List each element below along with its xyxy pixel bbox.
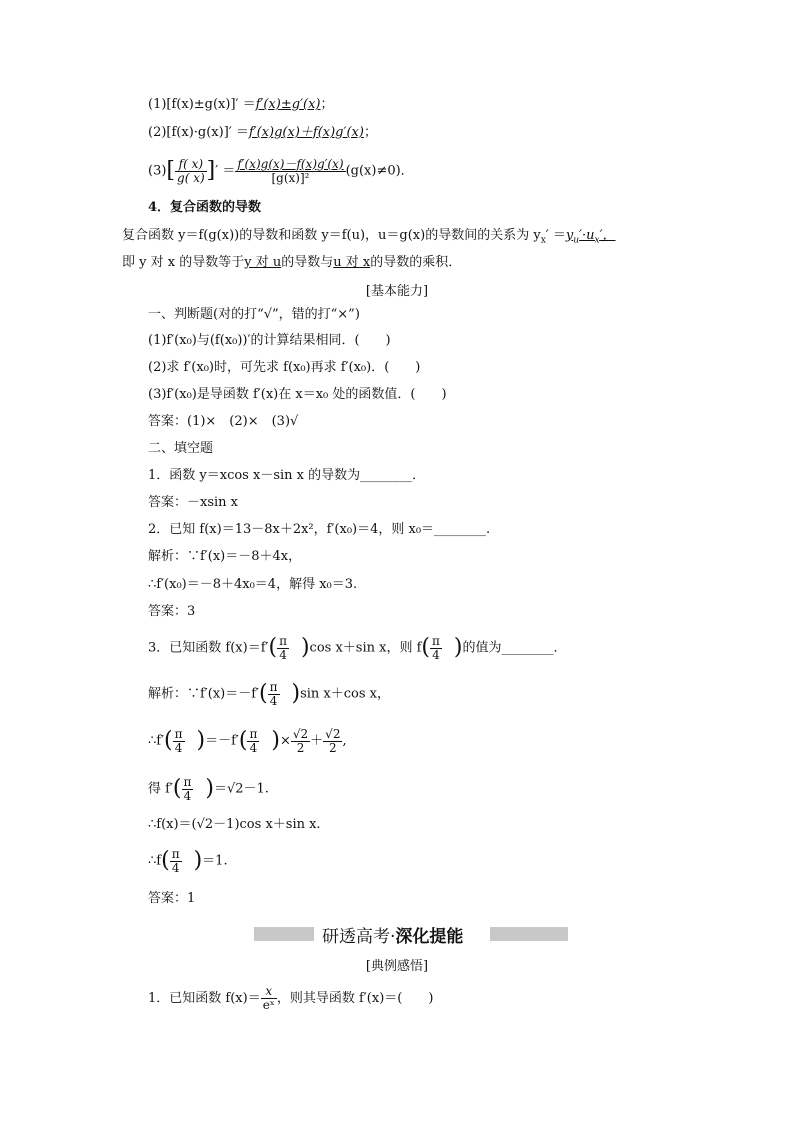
s3a-close: )	[291, 681, 301, 706]
s3e-four: 4	[171, 860, 180, 875]
section4-line2	[122, 254, 461, 272]
line2-underline1: y 对 u	[244, 255, 282, 270]
section4-line1	[122, 227, 616, 250]
paren-close2: )	[453, 635, 463, 660]
s3b-close2: )	[271, 728, 280, 753]
rule-product	[148, 124, 377, 142]
rule-quotient	[148, 154, 414, 189]
fill-a2: 答案：3	[148, 604, 196, 619]
q3-b: cos x＋sin x，则 f	[309, 640, 422, 656]
rule-product-right: f′(x)g(x)＋f(x)g′(x)	[248, 125, 364, 140]
quotient-numerator: f( x)	[175, 158, 207, 172]
s3b-sqrt-frac2	[323, 728, 342, 755]
fill-q3	[148, 633, 567, 664]
example-q1-a: 1．已知函数 f(x)＝	[148, 991, 261, 1006]
s3b-plus: ＋	[310, 733, 324, 749]
s3c-pre: 得 f′	[148, 781, 173, 797]
s3e-pre: ∴f	[148, 853, 162, 869]
s3e-open: (	[161, 848, 170, 873]
left-bracket: [	[166, 158, 176, 183]
rule-sum-end: ；	[320, 97, 334, 112]
s3b-pi2: π	[249, 726, 258, 741]
banner-title	[322, 922, 463, 947]
example-q1	[148, 983, 433, 1015]
q3-c: 的值为________．	[462, 640, 567, 656]
s3b-open: (	[164, 728, 173, 753]
section4-title: 4．复合函数的导数	[148, 200, 262, 215]
line2-b: 的导数与	[281, 255, 334, 270]
s3c-four: 4	[183, 788, 192, 803]
fill-a3: 答案：1	[148, 891, 196, 906]
pi-num: π	[279, 633, 287, 648]
example-q1-b: ，则其导函数 f′(x)＝( )	[276, 991, 434, 1006]
rule-product-left: (2)[f(x)·g(x)]′ ＝	[148, 125, 249, 140]
paren-close: )	[300, 635, 310, 660]
s3e-frac	[170, 848, 182, 875]
fill-s3d: ∴f(x)＝(√2－1)cos x＋sin x.	[148, 817, 321, 832]
s3a-open: (	[259, 681, 268, 706]
judge-q2: (2)求 f′(x₀)时，可先求 f(x₀)再求 f′(x₀)．( )	[148, 360, 421, 375]
s3b-four1: 4	[174, 740, 183, 755]
fill-s3e	[148, 846, 228, 877]
rule-quotient-end: (g(x)≠0)．	[345, 163, 414, 179]
rule-sum-left: (1)[f(x)±g(x)]′ ＝	[148, 97, 256, 112]
s3a-pre: 解析：∵f′(x)＝－f′	[148, 686, 260, 702]
rule-sum-right: f′(x)±g′(x)	[255, 97, 321, 112]
quotient-denominator: g( x)	[177, 170, 205, 185]
composite-derivative	[565, 228, 616, 246]
basic-title: [基本能力]	[365, 284, 429, 299]
s3b-pi1: π	[174, 726, 183, 741]
example-q1-num: x	[261, 985, 277, 999]
line2-a: 即 y 对 x 的导数等于	[122, 255, 245, 270]
line2-c: 的导数的乘积．	[370, 255, 462, 270]
pi-den2: 4	[432, 647, 440, 662]
s3c-open: (	[172, 776, 182, 801]
rule-quotient-prefix: (3)	[148, 163, 167, 179]
section4-line1-prime: ′ ＝	[545, 228, 566, 243]
judge-title: 一、判断题(对的打“√”，错的打“×”)	[148, 307, 360, 322]
example-q1-frac	[261, 985, 277, 1012]
quotient-fraction	[175, 158, 207, 185]
s3a-frac	[268, 681, 280, 708]
s3b-sqrt1: √2	[292, 726, 309, 741]
fill-title: 二、填空题	[148, 441, 214, 456]
s3a-pi: π	[269, 679, 278, 694]
composite-y: y	[565, 228, 574, 243]
s3b-sqrt2: √2	[325, 726, 341, 741]
s3c-close: )	[205, 776, 214, 801]
s3b-pre: ∴f′	[148, 733, 165, 749]
sub-x2: x	[594, 235, 600, 246]
fill-a1: 答案：－xsin x	[148, 495, 238, 510]
banner-right: 深化提能	[395, 927, 464, 947]
rule-quotient-prime: ′ ＝	[215, 163, 236, 179]
q3-a: 3．已知函数 f(x)＝f′	[148, 640, 269, 656]
fill-s3c	[148, 774, 269, 805]
s3b-two1: 2	[296, 740, 305, 755]
s3b-end: ,	[342, 733, 347, 749]
judge-q1: (1)f′(x₀)与(f(x₀))′的计算结果相同．( )	[148, 333, 391, 348]
composite-mid: ′·u	[579, 228, 595, 243]
paren-open2: (	[421, 635, 430, 660]
banner-bar-left	[254, 927, 314, 941]
fill-q1: 1．函数 y＝xcos x－sin x 的导数为________．	[148, 468, 426, 483]
line2-underline2: u 对 x	[333, 255, 371, 270]
rule-product-end: ；	[363, 125, 377, 140]
s3c-post: ＝√2－1.	[213, 781, 269, 797]
judge-answer: 答案：(1)× (2)× (3)√	[148, 414, 299, 429]
s3b-times: ×	[279, 733, 291, 749]
fill-s3b	[148, 724, 347, 759]
paren-open: (	[268, 635, 278, 660]
pi-over-4	[277, 635, 289, 662]
section4-line1-text: 复合函数 y＝f(g(x))的导数和函数 y＝f(u)，u＝g(x)的导数间的关系为 y	[122, 228, 541, 243]
rule-sum	[148, 96, 334, 114]
quotient-result-fraction	[235, 158, 345, 185]
example-title: [典例感悟]	[365, 959, 429, 974]
quotient-result-numerator: f′(x)g(x)－f(x)g′(x)	[237, 156, 344, 171]
pi-den: 4	[279, 647, 287, 662]
s3b-two2: 2	[328, 740, 337, 755]
s3e-close: )	[193, 848, 203, 873]
s3b-frac2	[247, 728, 259, 755]
s3a-post: sin x＋cos x，	[300, 686, 391, 702]
s3b-four2: 4	[249, 740, 258, 755]
s3b-mid: ＝－f′	[205, 733, 239, 749]
judge-q3: (3)f′(x₀)是导函数 f′(x)在 x＝x₀ 处的函数值．( )	[148, 387, 447, 402]
s3b-close: )	[196, 728, 206, 753]
composite-end: ′，	[599, 228, 616, 243]
pi-num2: π	[432, 633, 440, 648]
right-bracket: ]	[206, 158, 216, 183]
banner-bar-right	[490, 927, 568, 941]
fill-s2a: 解析：∵f′(x)＝－8＋4x，	[148, 549, 302, 564]
fill-s3a	[148, 679, 390, 710]
fill-q2: 2．已知 f(x)＝13－8x＋2x²，f′(x₀)＝4，则 x₀＝________.	[148, 522, 491, 537]
pi-over-4b	[430, 635, 442, 662]
banner-left: 研透高考·	[322, 927, 396, 947]
s3a-four: 4	[269, 693, 278, 708]
s3e-post: ＝1.	[202, 853, 228, 869]
s3b-frac1	[173, 728, 185, 755]
s3c-pi: π	[183, 774, 192, 789]
s3b-open2: (	[238, 728, 248, 753]
s3e-pi: π	[171, 846, 180, 861]
s3c-frac	[182, 776, 194, 803]
example-q1-den: eˣ	[262, 998, 275, 1012]
fill-s2b: ∴f′(x₀)＝－8＋4x₀＝4，解得 x₀＝3.	[148, 577, 358, 592]
sub-x: x	[540, 235, 546, 246]
sub-u: u	[573, 235, 580, 246]
quotient-result-denominator: [g(x)]²	[271, 170, 310, 185]
s3b-sqrt-frac1	[291, 728, 310, 755]
